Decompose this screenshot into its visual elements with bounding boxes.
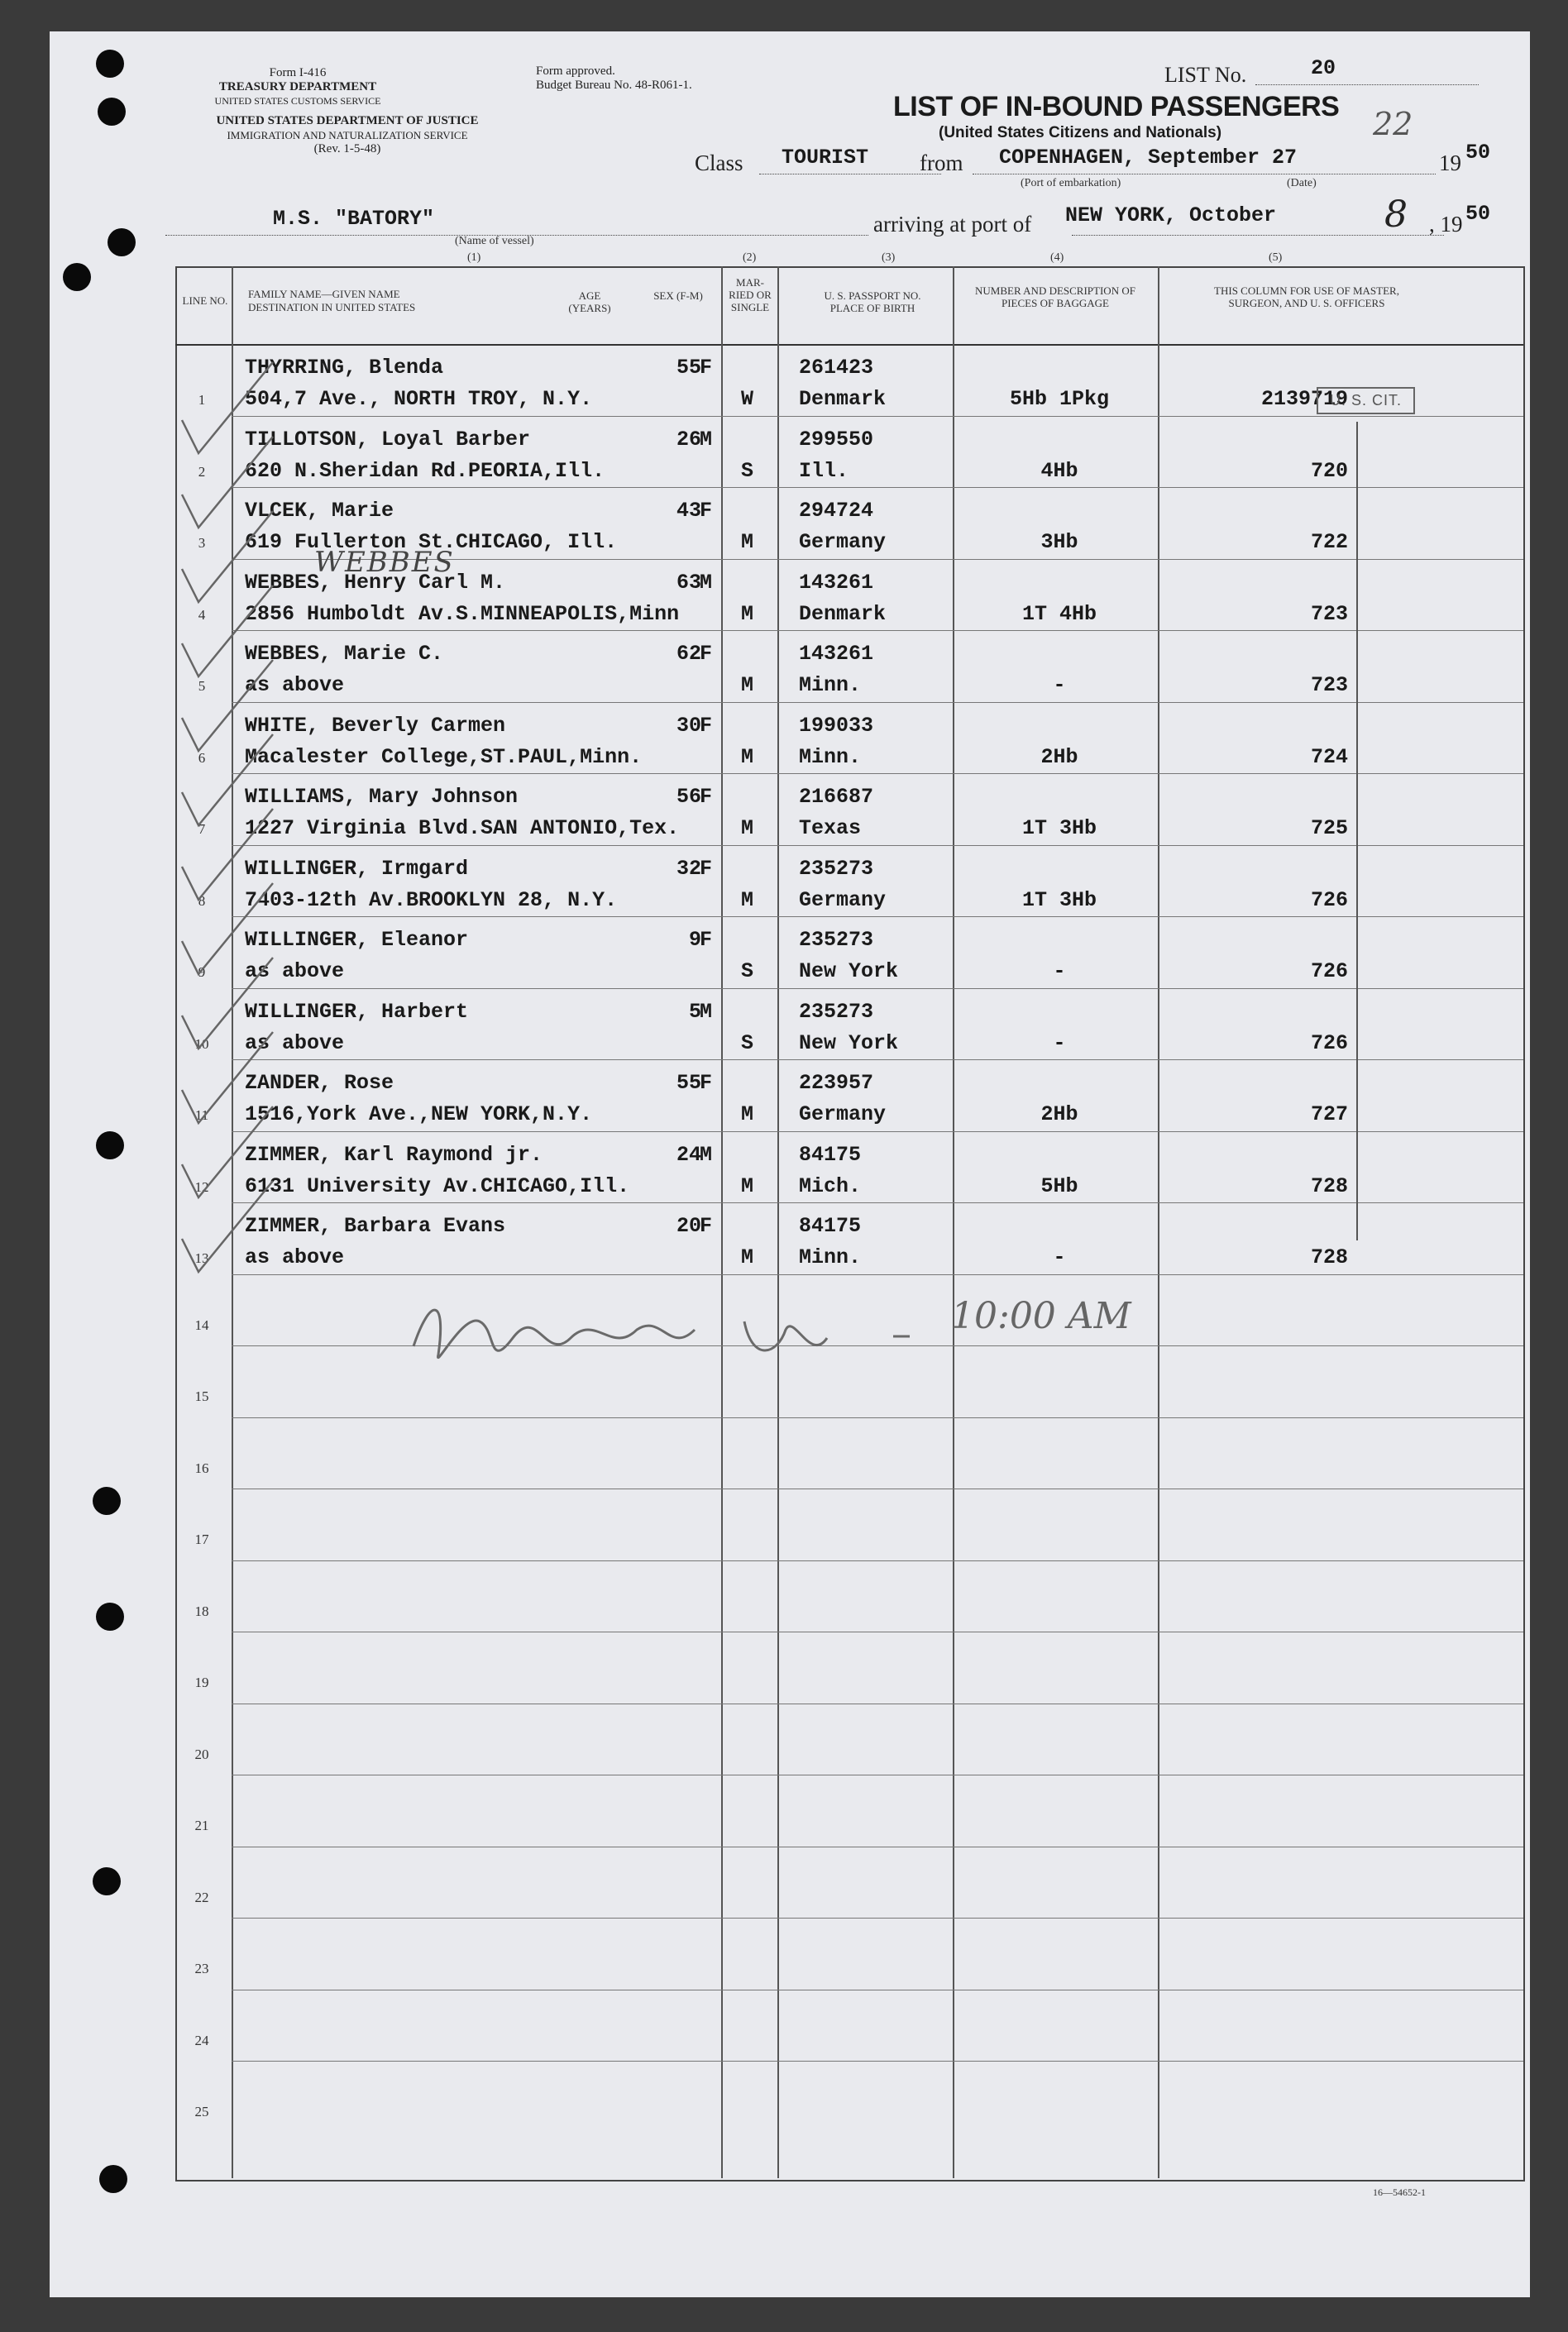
header-name: FAMILY NAME—GIVEN NAME: [248, 288, 400, 300]
passenger-name: THYRRING, Blenda: [245, 356, 444, 380]
passenger-name: WHITE, Beverly Carmen: [245, 713, 506, 738]
col-divider: [953, 266, 954, 2178]
stamp-bracket-line: [1356, 422, 1358, 1240]
passport-number: 223957: [799, 1071, 874, 1095]
passenger-destination: as above: [245, 673, 345, 697]
punch-hole: [96, 50, 124, 78]
passenger-age: 26: [676, 427, 701, 452]
marital-status: M: [741, 601, 754, 626]
passenger-age: 24: [676, 1142, 701, 1167]
form-id-block: [198, 66, 397, 108]
place-of-birth: Denmark: [799, 601, 887, 626]
passenger-sex: M: [700, 1142, 713, 1167]
marital-status: S: [741, 959, 754, 983]
empty-line-number: 21: [194, 1818, 209, 1833]
passenger-age: 43: [676, 499, 701, 523]
empty-line-number: 25: [194, 2104, 209, 2119]
row-line-number: 13: [194, 1250, 209, 1266]
col-num-3: (3): [882, 251, 896, 264]
empty-line-number: 19: [194, 1675, 209, 1690]
passenger-destination: as above: [245, 1030, 345, 1055]
ins-service: IMMIGRATION AND NATURALIZATION SERVICE: [227, 129, 468, 141]
punch-hole: [96, 1131, 124, 1159]
marital-status: M: [741, 887, 754, 912]
passenger-age: 55: [676, 356, 701, 380]
row-separator: [232, 416, 1523, 417]
baggage-description: -: [1053, 1245, 1066, 1269]
empty-line-number: 15: [194, 1388, 209, 1404]
header-age: AGE (YEARS): [568, 289, 611, 314]
row-separator: [232, 1131, 1523, 1132]
baggage-description: -: [1053, 959, 1066, 983]
officer-number: 726: [1310, 887, 1348, 912]
handwritten-list-no: 22: [1373, 106, 1413, 142]
passenger-destination: 504,7 Ave., NORTH TROY, N.Y.: [245, 387, 593, 411]
col-num-1: (1): [467, 251, 481, 264]
officer-number: 2139719: [1260, 387, 1348, 411]
date-caption: (Date): [1287, 177, 1317, 189]
passenger-name: TILLOTSON, Loyal Barber: [245, 427, 531, 452]
punch-hole: [108, 228, 136, 256]
col-divider: [1158, 266, 1159, 2178]
col-divider: [777, 266, 779, 2178]
baggage-description: 5Hb 1Pkg: [1009, 387, 1110, 411]
marital-status: M: [741, 1245, 754, 1269]
list-no-label: LIST No.: [1164, 63, 1247, 87]
page-title: LIST OF IN-BOUND PASSENGERS: [893, 91, 1340, 122]
passenger-sex: F: [700, 1071, 713, 1095]
col-num-2: (2): [743, 251, 757, 264]
header-separator: [175, 344, 1523, 346]
row-line-number: 3: [198, 535, 206, 551]
punch-hole: [98, 98, 126, 126]
row-line-number: 4: [198, 606, 206, 623]
empty-line-number: 14: [194, 1317, 209, 1333]
passport-number: 294724: [799, 499, 874, 523]
passport-number: 84175: [799, 1214, 862, 1238]
baggage-description: 2Hb: [1040, 1102, 1078, 1126]
row-separator: [232, 2061, 1523, 2062]
treasury-dept: TREASURY DEPARTMENT: [218, 80, 377, 93]
punch-hole: [63, 263, 91, 291]
passenger-destination: Macalester College,ST.PAUL,Minn.: [245, 744, 643, 769]
customs-service: UNITED STATES CUSTOMS SERVICE: [214, 95, 381, 107]
passenger-name: VLCEK, Marie: [245, 499, 394, 523]
passenger-sex: M: [700, 427, 713, 452]
baggage-description: 1T 4Hb: [1021, 601, 1097, 626]
row-separator: [232, 1202, 1523, 1203]
row-line-number: 1: [198, 392, 206, 408]
row-separator: [232, 1918, 1523, 1919]
baggage-description: 1T 3Hb: [1021, 816, 1097, 840]
passport-number: 143261: [799, 570, 874, 595]
year1-prefix: 19: [1439, 151, 1461, 175]
empty-line-number: 24: [194, 2032, 209, 2048]
passenger-age: 20: [676, 1214, 701, 1238]
empty-line-number: 23: [194, 1961, 209, 1976]
passenger-sex: F: [700, 785, 713, 809]
passenger-age: 63: [676, 570, 701, 595]
place-of-birth: Texas: [799, 816, 862, 840]
class-value: TOURIST: [782, 146, 869, 170]
place-of-birth: Germany: [799, 887, 887, 912]
passenger-destination: 2856 Humboldt Av.S.MINNEAPOLIS,Minn: [245, 601, 680, 626]
revision: (Rev. 1-5-48): [313, 142, 381, 155]
page-subtitle: (United States Citizens and Nationals): [939, 124, 1222, 141]
header-baggage: NUMBER AND DESCRIPTION OF PIECES OF BAGGAGE: [975, 284, 1135, 309]
row-separator: [232, 630, 1523, 631]
year2-prefix: , 19: [1429, 212, 1463, 237]
punch-hole: [99, 2165, 127, 2193]
handwritten-correction: WEBBES: [314, 546, 455, 579]
row-separator: [232, 702, 1523, 703]
passport-number: 235273: [799, 856, 874, 881]
passenger-sex: F: [700, 356, 713, 380]
footer-code: 16—54652-1: [1373, 2186, 1426, 2198]
manifest-sheet: [50, 31, 1530, 2297]
passenger-name: ZANDER, Rose: [245, 1071, 394, 1095]
place-of-birth: Mich.: [799, 1173, 862, 1198]
baggage-description: 1T 3Hb: [1021, 887, 1097, 912]
baggage-description: 3Hb: [1040, 530, 1078, 554]
header-sex: SEX (F-M): [653, 289, 703, 302]
place-of-birth: New York: [799, 1030, 899, 1055]
empty-line-number: 22: [194, 1889, 209, 1905]
passenger-age: 62: [676, 642, 701, 666]
passenger-age: 56: [676, 785, 701, 809]
officer-number: 726: [1310, 1030, 1348, 1055]
header-married: MAR-RIED OR SINGLE: [729, 276, 772, 313]
passenger-name: WEBBES, Marie C.: [245, 642, 444, 666]
arrival-day: 8: [1384, 194, 1408, 236]
place-of-birth: New York: [799, 959, 899, 983]
passenger-age: 9: [688, 928, 701, 952]
passenger-name: ZIMMER, Barbara Evans: [245, 1214, 506, 1238]
passport-number: 199033: [799, 713, 874, 738]
arrival-port: NEW YORK, October: [1065, 203, 1277, 227]
officer-number: 727: [1310, 1102, 1348, 1126]
baggage-description: 4Hb: [1040, 458, 1078, 483]
row-line-number: 5: [198, 678, 206, 694]
passport-number: 143261: [799, 642, 874, 666]
officer-number: 723: [1310, 673, 1348, 697]
row-separator: [232, 916, 1523, 917]
row-line-number: 6: [198, 749, 206, 766]
passport-number: 235273: [799, 928, 874, 952]
handwritten-signature: [397, 1280, 1025, 1388]
row-line-number: 2: [198, 463, 206, 480]
row-line-number: 12: [194, 1178, 209, 1195]
vessel-name: M.S. "BATORY": [273, 207, 435, 231]
punch-hole: [93, 1867, 121, 1895]
officer-number: 724: [1310, 744, 1348, 769]
arriving-label: arriving at port of: [873, 212, 1032, 237]
passenger-age: 55: [676, 1071, 701, 1095]
port-of-embarkation: COPENHAGEN, September 27: [999, 146, 1298, 170]
officer-number: 728: [1310, 1245, 1348, 1269]
header-line-no: LINE NO.: [182, 294, 228, 307]
officer-number: 722: [1310, 530, 1348, 554]
year2: 50: [1465, 202, 1491, 226]
passenger-name: WILLINGER, Harbert: [245, 999, 469, 1024]
passenger-age: 5: [688, 999, 701, 1024]
row-separator: [232, 1274, 1523, 1275]
passenger-sex: F: [700, 856, 713, 881]
officer-number: 720: [1310, 458, 1348, 483]
baggage-description: 2Hb: [1040, 744, 1078, 769]
passport-number: 261423: [799, 356, 874, 380]
row-separator: [232, 1560, 1523, 1561]
baggage-description: 5Hb: [1040, 1173, 1078, 1198]
passport-number: 299550: [799, 427, 874, 452]
port-caption: (Port of embarkation): [1021, 177, 1121, 189]
place-of-birth: Denmark: [799, 387, 887, 411]
passenger-age: 32: [676, 856, 701, 881]
passenger-sex: M: [700, 999, 713, 1024]
list-no-line: [1255, 84, 1479, 85]
year1: 50: [1465, 141, 1491, 165]
class-label: Class: [695, 151, 743, 175]
empty-line-number: 17: [194, 1532, 209, 1547]
officer-number: 725: [1310, 816, 1348, 840]
row-separator: [232, 487, 1523, 488]
passport-number: 216687: [799, 785, 874, 809]
passenger-age: 30: [676, 713, 701, 738]
marital-status: M: [741, 1102, 754, 1126]
form-approved-block: [536, 65, 784, 93]
marital-status: M: [741, 816, 754, 840]
header-destination: DESTINATION IN UNITED STATES: [248, 301, 416, 313]
passenger-destination: 6131 University Av.CHICAGO,Ill.: [245, 1173, 630, 1198]
passenger-destination: 620 N.Sheridan Rd.PEORIA,Ill.: [245, 458, 605, 483]
from-label: from: [920, 151, 963, 175]
header-officers: THIS COLUMN FOR USE OF MASTER, SURGEON, AND U. S. OFFICERS: [1214, 284, 1399, 309]
signature-time: 10:00 AM: [951, 1295, 1131, 1337]
marital-status: M: [741, 673, 754, 697]
passenger-destination: 7403-12th Av.BROOKLYN 28, N.Y.: [245, 887, 618, 912]
row-separator: [232, 1059, 1523, 1060]
marital-status: M: [741, 530, 754, 554]
passenger-name: WEBBES, Henry Carl M.: [245, 570, 506, 595]
budget-bureau: Budget Bureau No. 48-R061-1.: [536, 79, 692, 92]
passenger-sex: F: [700, 713, 713, 738]
place-of-birth: Ill.: [799, 458, 849, 483]
officer-number: 726: [1310, 959, 1348, 983]
row-separator: [232, 1417, 1523, 1418]
punch-hole: [93, 1487, 121, 1515]
passport-number: 84175: [799, 1142, 862, 1167]
header-passport: U. S. PASSPORT NO. PLACE OF BIRTH: [824, 289, 921, 314]
list-no-value: 20: [1311, 56, 1336, 80]
passenger-destination: 619 Fullerton St.CHICAGO, Ill.: [245, 530, 618, 554]
marital-status: S: [741, 458, 754, 483]
row-line-number: 9: [198, 964, 206, 980]
col-num-4: (4): [1050, 251, 1064, 264]
row-line-number: 10: [194, 1035, 209, 1052]
place-of-birth: Minn.: [799, 673, 862, 697]
passenger-destination: as above: [245, 1245, 345, 1269]
passenger-destination: as above: [245, 959, 345, 983]
empty-line-number: 20: [194, 1746, 209, 1762]
vessel-caption: (Name of vessel): [455, 235, 534, 247]
form-approved: Form approved.: [536, 65, 615, 78]
empty-line-number: 16: [194, 1460, 209, 1476]
baggage-description: -: [1053, 673, 1066, 697]
form-number: Form I-416: [269, 66, 327, 79]
passenger-name: WILLIAMS, Mary Johnson: [245, 785, 519, 809]
officer-number: 723: [1310, 601, 1348, 626]
passenger-name: ZIMMER, Karl Raymond jr.: [245, 1142, 543, 1167]
passenger-sex: F: [700, 928, 713, 952]
passport-number: 235273: [799, 999, 874, 1024]
us-citizen-stamp: U. S. CIT.: [1317, 387, 1415, 414]
justice-dept: UNITED STATES DEPARTMENT OF JUSTICE: [216, 114, 479, 127]
marital-status: S: [741, 1030, 754, 1055]
passenger-destination: 1516,York Ave.,NEW YORK,N.Y.: [245, 1102, 593, 1126]
passenger-sex: F: [700, 1214, 713, 1238]
baggage-description: -: [1053, 1030, 1066, 1055]
passenger-name: WILLINGER, Irmgard: [245, 856, 469, 881]
punch-hole: [96, 1603, 124, 1631]
place-of-birth: Minn.: [799, 1245, 862, 1269]
row-line-number: 7: [198, 821, 206, 837]
marital-status: W: [741, 387, 754, 411]
col-num-5: (5): [1269, 251, 1283, 264]
place-of-birth: Germany: [799, 530, 887, 554]
passenger-sex: F: [700, 642, 713, 666]
row-separator: [232, 988, 1523, 989]
place-of-birth: Germany: [799, 1102, 887, 1126]
passenger-sex: M: [700, 570, 713, 595]
justice-block: [165, 114, 529, 156]
officer-number: 728: [1310, 1173, 1348, 1198]
col-divider: [721, 266, 723, 2178]
passenger-sex: F: [700, 499, 713, 523]
marital-status: M: [741, 744, 754, 769]
passenger-name: WILLINGER, Eleanor: [245, 928, 469, 952]
row-line-number: 8: [198, 892, 206, 909]
place-of-birth: Minn.: [799, 744, 862, 769]
empty-line-number: 18: [194, 1603, 209, 1619]
marital-status: M: [741, 1173, 754, 1198]
row-line-number: 11: [194, 1107, 209, 1123]
passenger-destination: 1227 Virginia Blvd.SAN ANTONIO,Tex.: [245, 816, 680, 840]
margin-check-marks: [174, 346, 323, 1321]
row-separator: [232, 773, 1523, 774]
row-separator: [232, 845, 1523, 846]
